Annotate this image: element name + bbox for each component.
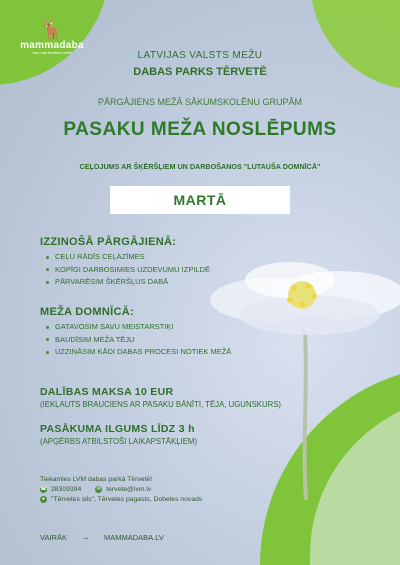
- list-item: UZZINĀSIM KĀDI DABAS PROCESI NOTIEK MEŽĀ: [46, 346, 231, 359]
- arrow-right-icon: →: [80, 532, 90, 542]
- anemone-flower-icon: [210, 260, 400, 500]
- contact-phone[interactable]: 28309394: [51, 486, 82, 493]
- contact-email[interactable]: tervete@lvm.lv: [106, 486, 152, 493]
- month-banner: MARTĀ: [110, 186, 290, 214]
- bullet-icon: [46, 351, 49, 354]
- deer-icon: 🦌: [39, 19, 65, 41]
- bullet-icon: [46, 281, 49, 284]
- bullet-icon: [46, 256, 49, 259]
- event-description: CEĻOJUMS AR ŠĶĒRŠĻIEM UN DARBOŠANOS "LUTAUŠA DOMNĪCĀ": [79, 162, 321, 171]
- duration-label: PASĀKUMA ILGUMS LĪDZ 3 h: [40, 423, 195, 435]
- park-name: DABAS PARKS TĒRVETĒ: [133, 66, 267, 78]
- price-label: DALĪBAS MAKSA 10 EUR: [40, 386, 174, 398]
- bullet-icon: [46, 268, 49, 271]
- organization-name: LATVIJAS VALSTS MEŽU: [137, 50, 263, 61]
- section-think-tank: [40, 306, 231, 359]
- website-link[interactable]: MAMMADABA.LV: [103, 532, 164, 542]
- more-link[interactable]: [40, 532, 164, 542]
- duration-note: (APĢĒRBS ATBILSTOŠI LAIKAPSTĀKĻIEM): [40, 437, 197, 446]
- brand-name: mammadaba: [20, 40, 84, 51]
- list-item: BAUDĪSIM MEŽA TĒJU: [46, 334, 231, 347]
- contact-address: "Tērvetes sils", Tērvetes pagasts, Dobeles novads: [51, 496, 203, 503]
- email-icon: ✉: [96, 486, 101, 492]
- contact-intro: Tiekamies LVM dabas parkā Tērvetē!: [40, 476, 153, 483]
- event-title: PASAKU MEŽA NOSLĒPUMS: [63, 119, 337, 140]
- duration-info: [40, 423, 197, 446]
- bullet-icon: [46, 338, 49, 341]
- contact-block: [40, 476, 202, 506]
- more-label: VAIRĀK: [40, 532, 67, 542]
- phone-icon: ☎: [40, 486, 47, 492]
- event-subtitle: PĀRGĀJIENS MEŽĀ SĀKUMSKOLĒNU GRUPĀM: [97, 97, 303, 107]
- location-icon: ●: [41, 496, 46, 502]
- list-item: GATAVOSIM SAVU MEISTARSTIĶI: [46, 321, 231, 334]
- section-heading: IZZINOŠĀ PĀRGĀJIENĀ:: [40, 236, 177, 248]
- list-item: PĀRVARĒSIM ŠĶĒRŠĻUS DABĀ: [46, 276, 210, 289]
- section-hike: [40, 236, 210, 289]
- price-note: (IEKĻAUTS BRAUCIENS AR PASAKU BĀNĪTI, TĒJA, UGUNSKURS): [40, 400, 282, 409]
- list-item: CEĻU RĀDĪS CEĻAZĪMES: [46, 251, 210, 264]
- brand-tagline: Tava zaļā brīvdienu izvēle: [31, 51, 73, 55]
- section-heading: MEŽA DOMNĪCĀ:: [40, 306, 134, 318]
- price-info: [40, 386, 281, 409]
- list-item: KOPĪGI DARBOSIMIES UZDEVUMU IZPILDĒ: [46, 264, 210, 277]
- bullet-icon: [46, 326, 49, 329]
